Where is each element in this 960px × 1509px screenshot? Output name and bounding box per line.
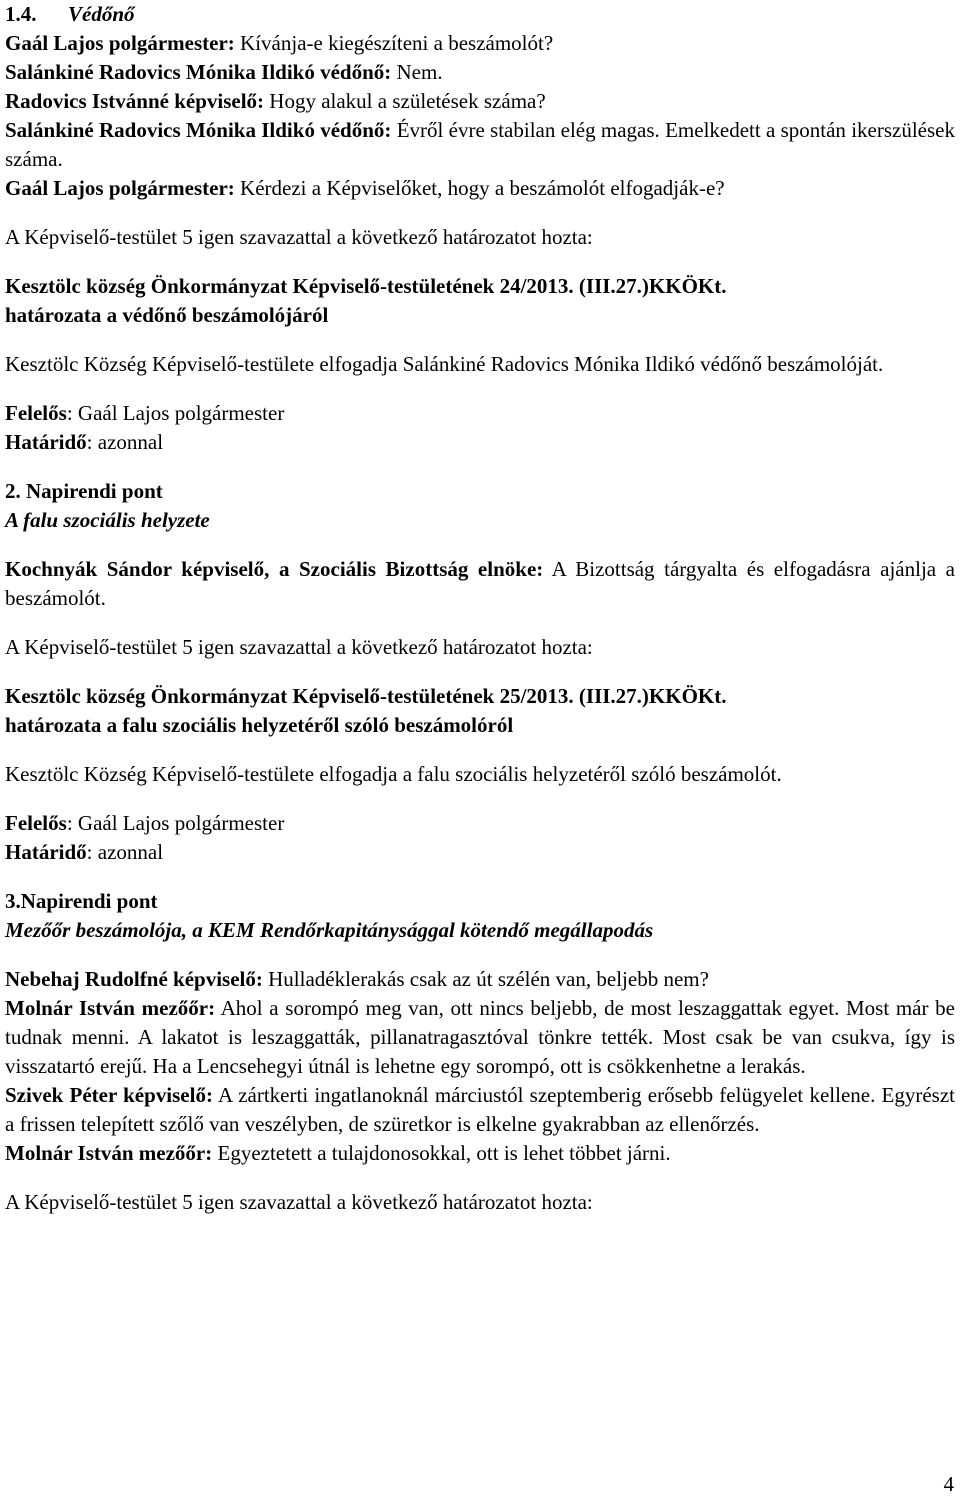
utterance: Kérdezi a Képviselőket, hogy a beszámolót elfogadják-e?: [234, 176, 725, 200]
agenda-3-dialogue: [5, 965, 955, 1168]
deadline-value: : azonnal: [86, 430, 164, 454]
agenda-number: 3.: [5, 889, 21, 913]
dialogue-line: [5, 29, 955, 58]
dialogue-line: [5, 965, 955, 994]
utterance: Egyeztetett a tulajdonosokkal, ott is lehet többet járni.: [212, 1141, 671, 1165]
resolution-block: [5, 272, 955, 457]
deadline-label: Határidő: [5, 840, 87, 864]
speaker: Molnár István mezőőr:: [5, 1141, 213, 1165]
section-title: Védőnő: [68, 2, 135, 26]
responsible-line: [5, 809, 955, 838]
responsible-line: [5, 399, 955, 428]
utterance: Hulladéklerakás csak az út szélén van, beljebb nem?: [262, 967, 709, 991]
intro-dialogue: [5, 29, 955, 203]
utterance: Ahol a sorompó meg van, ott nincs beljebb, de most leszaggattak egyet. Most már be tudnak menni. A lakatot is leszaggatták, pillanatragasztóval tönkre tették. Most csak be van csukva, így is visszatartó erejű. Ha a Lencsehegyi útnál is lehetne egy sorompó, ott is csökkenhetne a lerakás.: [5, 996, 955, 1078]
responsible-label: Felelős: [5, 811, 67, 835]
dialogue-line: [5, 116, 955, 174]
agenda-heading: [5, 887, 955, 916]
agenda-title: A falu szociális helyzete: [5, 508, 210, 532]
page-number: 4: [943, 1472, 954, 1496]
utterance: Hogy alakul a születések száma?: [264, 89, 546, 113]
dialogue-line: [5, 58, 955, 87]
responsible-label: Felelős: [5, 401, 67, 425]
agenda-heading: [5, 477, 955, 506]
resolution-block: [5, 682, 955, 867]
resolution-body: Kesztölc Község Képviselő-testülete elfogadja a falu szociális helyzetéről szóló beszámolót.: [5, 762, 782, 786]
utterance: Évről évre stabilan elég magas. Emelkedett a spontán ikerszülések száma.: [5, 118, 955, 171]
utterance: A zártkerti ingatlanoknál márciustól szeptemberig erősebb felügyelet kellene. Egyrészt a frissen telepített szőlő van veszélyben, de szüretkor is elkelne gyakrabban az ellenőrzés.: [5, 1083, 955, 1136]
section-number: 1.4.: [5, 2, 37, 26]
responsible-value: : Gaál Lajos polgármester: [66, 401, 285, 425]
section-heading: [5, 0, 955, 29]
resolution-title: Kesztölc község Önkormányzat Képviselő-testületének 24/2013. (III.27.)KKÖKt.: [5, 274, 727, 298]
utterance: Nem.: [391, 60, 443, 84]
responsible-value: : Gaál Lajos polgármester: [66, 811, 285, 835]
speaker: Szivek Péter képviselő:: [5, 1083, 213, 1107]
deadline-line: [5, 838, 955, 867]
speaker: Salánkiné Radovics Mónika Ildikó védőnő:: [5, 118, 392, 142]
speaker: Nebehaj Rudolfné képviselő:: [5, 967, 263, 991]
speaker: Gaál Lajos polgármester:: [5, 176, 235, 200]
vote-statement: A Képviselő-testület 5 igen szavazattal a következő határozatot hozta:: [5, 1190, 593, 1214]
resolution-subject: határozata a falu szociális helyzetéről szóló beszámolóról: [5, 713, 514, 737]
utterance: Kívánja-e kiegészíteni a beszámolót?: [234, 31, 554, 55]
resolution-subject: határozata a védőnő beszámolójáról: [5, 303, 329, 327]
vote-statement: A Képviselő-testület 5 igen szavazattal a következő határozatot hozta:: [5, 225, 593, 249]
agenda-label: Napirendi pont: [20, 889, 158, 913]
dialogue-line: [5, 994, 955, 1081]
dialogue-line: [5, 1081, 955, 1139]
utterance: A Bizottság tárgyalta és elfogadásra ajánlja a beszámolót.: [5, 557, 955, 610]
resolution-title: Kesztölc község Önkormányzat Képviselő-testületének 25/2013. (III.27.)KKÖKt.: [5, 684, 727, 708]
agenda-number: 2.: [5, 479, 21, 503]
speaker: Salánkiné Radovics Mónika Ildikó védőnő:: [5, 60, 392, 84]
speaker: Radovics Istvánné képviselő:: [5, 89, 265, 113]
agenda-label: Napirendi pont: [20, 479, 163, 503]
dialogue-line: [5, 174, 955, 203]
speaker: Molnár István mezőőr:: [5, 996, 216, 1020]
deadline-value: : azonnal: [86, 840, 164, 864]
resolution-body: Kesztölc Község Képviselő-testülete elfogadja Salánkiné Radovics Mónika Ildikó védőnő beszámolóját.: [5, 352, 884, 376]
speaker: Gaál Lajos polgármester:: [5, 31, 235, 55]
vote-statement: A Képviselő-testület 5 igen szavazattal a következő határozatot hozta:: [5, 635, 593, 659]
speaker: Kochnyák Sándor képviselő, a Szociális Bizottság elnöke:: [5, 557, 544, 581]
deadline-label: Határidő: [5, 430, 87, 454]
dialogue-line: [5, 87, 955, 116]
deadline-line: [5, 428, 955, 457]
dialogue-line: [5, 555, 955, 613]
dialogue-line: [5, 1139, 955, 1168]
agenda-title: Mezőőr beszámolója, a KEM Rendőrkapitánysággal kötendő megállapodás: [5, 918, 654, 942]
document-page: [5, 0, 955, 1217]
